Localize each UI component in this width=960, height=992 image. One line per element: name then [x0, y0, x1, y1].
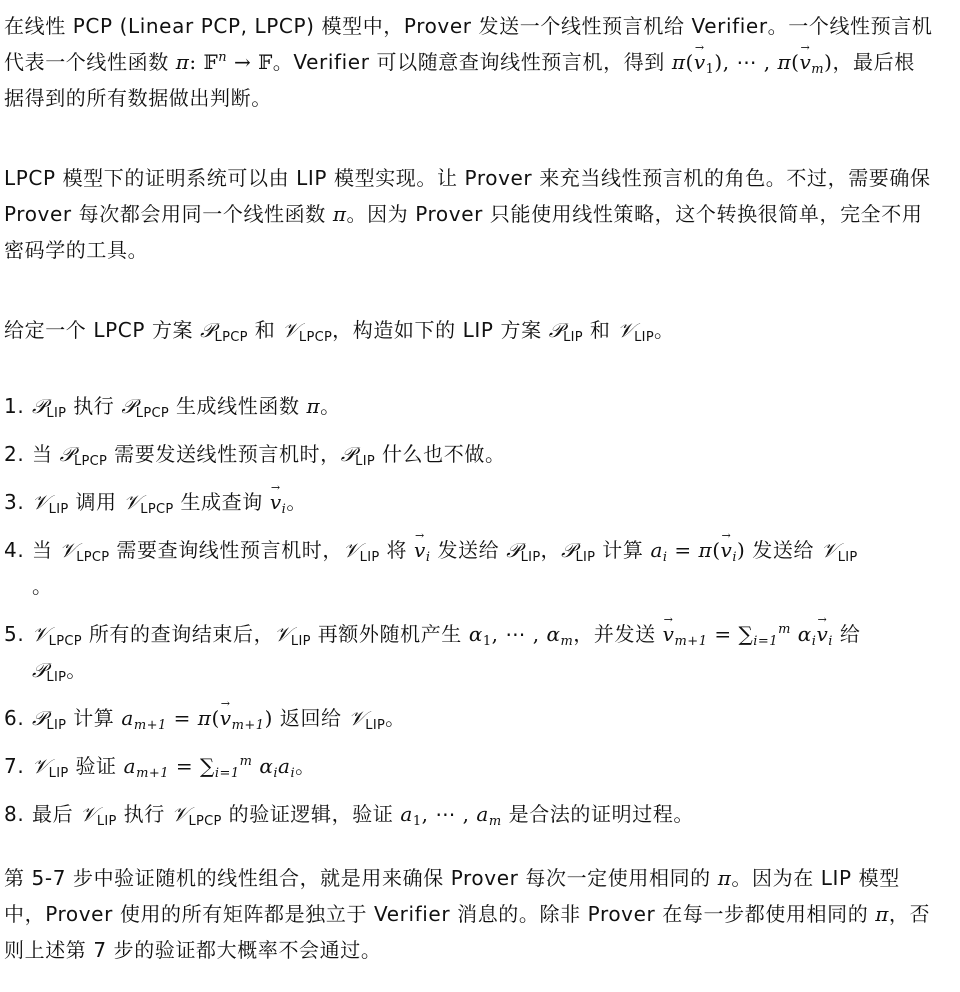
step-item: 6. 𝒫$_{LIP}$ 计算 $a_{m+1} = \pi(\to v_{m+1})$ 返回给 𝒱$_{LIP}$。: [4, 700, 934, 736]
math-verifier-lpcp: 𝒱$_{LPCP}$: [123, 490, 174, 517]
math-verifier-lip: 𝒱$_{LIP}$: [617, 318, 654, 345]
math-pi: π: [306, 394, 321, 418]
step-item: 7. 𝒱$_{LIP}$ 验证 $a_{m+1} = \sum_{i=1}^m$ $\alpha_ia_i$。: [4, 754, 316, 781]
math-pi: π: [332, 202, 347, 226]
document-body: [4, 8, 934, 968]
step-item: 5. 𝒱$_{LPCP}$ 所有的查询结束后，𝒱$_{LIP}$ 再额外随机产生 $\alpha_1$, ⋯ , $\alpha_m$，并发送 → $v_{m+1} = \sum_{i=1}^m$ $\alpha_i\to v_i$ 给 𝒫$_{LIP}$。: [4, 616, 934, 688]
math-prover-lip: 𝒫$_{LIP}$: [32, 658, 67, 685]
paragraph-lpcp-model: 在线性 PCP (Linear PCP, LPCP) 模型中，Prover 发送一个线性预言机给 Verifier。一个线性预言机代表一个线性函数 π: 𝔽$^n$ → 𝔽。Verifier 可以随意查询线性预言机，得到 $\pi(\to v_1)$, ⋯ , $\pi(\to v_m)$，最后根据得到的所有数据做出判断。: [4, 8, 934, 116]
step-item: 2. 当 𝒫$_{LPCP}$ 需要发送线性预言机时，𝒫$_{LIP}$ 什么也不做。: [4, 442, 506, 469]
math-prover-lip: 𝒫$_{LIP}$: [506, 538, 541, 565]
math-verifier-lip: 𝒱$_{LIP}$: [343, 538, 380, 565]
math-verifier-lpcp: 𝒱$_{LPCP}$: [32, 622, 82, 649]
math-pi: π: [875, 902, 889, 926]
math-verifier-lip: 𝒱$_{LIP}$: [80, 802, 117, 829]
math-query-vector: → $v_i$: [270, 490, 286, 514]
math-prover-lip: 𝒫$_{LIP}$: [340, 442, 375, 469]
math-pi: π: [717, 866, 732, 890]
math-linear-function: π: 𝔽$^n$ → 𝔽: [175, 50, 273, 74]
math-prover-lip: 𝒫$_{LIP}$: [32, 706, 67, 733]
math-verifier-lpcp: 𝒱$_{LPCP}$: [171, 802, 222, 829]
paragraph-lip-implementation: LPCP 模型下的证明系统可以由 LIP 模型实现。让 Prover 来充当线性预言机的角色。不过，需要确保 Prover 每次都会用同一个线性函数 π。因为 Prover 只能使用线性策略，这个转换很简单，完全不用密码学的工具。: [4, 166, 931, 262]
math-prover-lip: 𝒫$_{LIP}$: [561, 538, 596, 565]
math-answers-list: $a_1$, ⋯ , $a_m$: [400, 802, 502, 829]
math-verifier-lip: 𝒱$_{LIP}$: [274, 622, 311, 649]
paragraph-conclusion: 第 5-7 步中验证随机的线性组合，就是用来确保 Prover 每次一定使用相同的 π。因为在 LIP 模型中，Prover 使用的所有矩阵都是独立于 Verifier 消息的。除非 Prover 在每一步都使用相同的 π，否则上述第 7 步的验证都大概率不会通过。: [4, 866, 931, 962]
paragraph-construction: 给定一个 LPCP 方案 𝒫$_{LPCP}$ 和 𝒱$_{LPCP}$，构造如下的 LIP 方案 𝒫$_{LIP}$ 和 𝒱$_{LIP}$。: [4, 318, 675, 345]
math-prover-lpcp: 𝒫$_{LPCP}$: [121, 394, 169, 421]
math-query-results: $\pi(\to v_1)$, ⋯ , $\pi(\to v_m)$: [672, 50, 833, 74]
math-verifier-lip: 𝒱$_{LIP}$: [348, 706, 386, 733]
math-random-alphas: $\alpha_1$, ⋯ , $\alpha_m$: [468, 622, 574, 649]
step-item: 3. 𝒱$_{LIP}$ 调用 𝒱$_{LPCP}$ 生成查询 → $v_i$。: [4, 484, 934, 520]
math-query-vector: → $v_i$: [414, 538, 430, 562]
construction-steps: [4, 388, 934, 832]
math-verifier-lpcp: 𝒱$_{LPCP}$: [59, 538, 110, 565]
step-item: 1. 𝒫$_{LIP}$ 执行 𝒫$_{LPCP}$ 生成线性函数 π。: [4, 394, 341, 421]
math-verifier-lpcp: 𝒱$_{LPCP}$: [282, 318, 333, 345]
step-item: 4. 当 𝒱$_{LPCP}$ 需要查询线性预言机时，𝒱$_{LIP}$ 将 → $v_i$ 发送给 𝒫$_{LIP}$，𝒫$_{LIP}$ 计算 $a_i = \pi(\to v_i)$ 发送给 𝒱$_{LIP}$ 。: [4, 532, 934, 604]
math-answer: $a_i = \pi(\to v_i)$: [650, 538, 745, 562]
math-prover-lpcp: 𝒫$_{LPCP}$: [200, 318, 248, 345]
math-prover-lip: 𝒫$_{LIP}$: [32, 394, 67, 421]
math-prover-lpcp: 𝒫$_{LPCP}$: [59, 442, 108, 469]
math-verifier-lip: 𝒱$_{LIP}$: [32, 490, 69, 517]
math-check-equation: $a_{m+1} = \sum_{i=1}^m$ $\alpha_ia_i$: [123, 754, 296, 781]
math-prover-lip: 𝒫$_{LIP}$: [548, 318, 583, 345]
math-verifier-lip: 𝒱$_{LIP}$: [32, 754, 69, 781]
math-verifier-lip: 𝒱$_{LIP}$: [821, 538, 858, 565]
step-item: 8. 最后 𝒱$_{LIP}$ 执行 𝒱$_{LPCP}$ 的验证逻辑，验证 $a_1$, ⋯ , $a_m$ 是合法的证明过程。: [4, 802, 695, 829]
math-combined-answer: $a_{m+1} = \pi(\to v_{m+1})$: [121, 706, 273, 730]
math-combined-query: → $v_{m+1} = \sum_{i=1}^m$ $\alpha_i\to v_i$: [663, 622, 833, 646]
